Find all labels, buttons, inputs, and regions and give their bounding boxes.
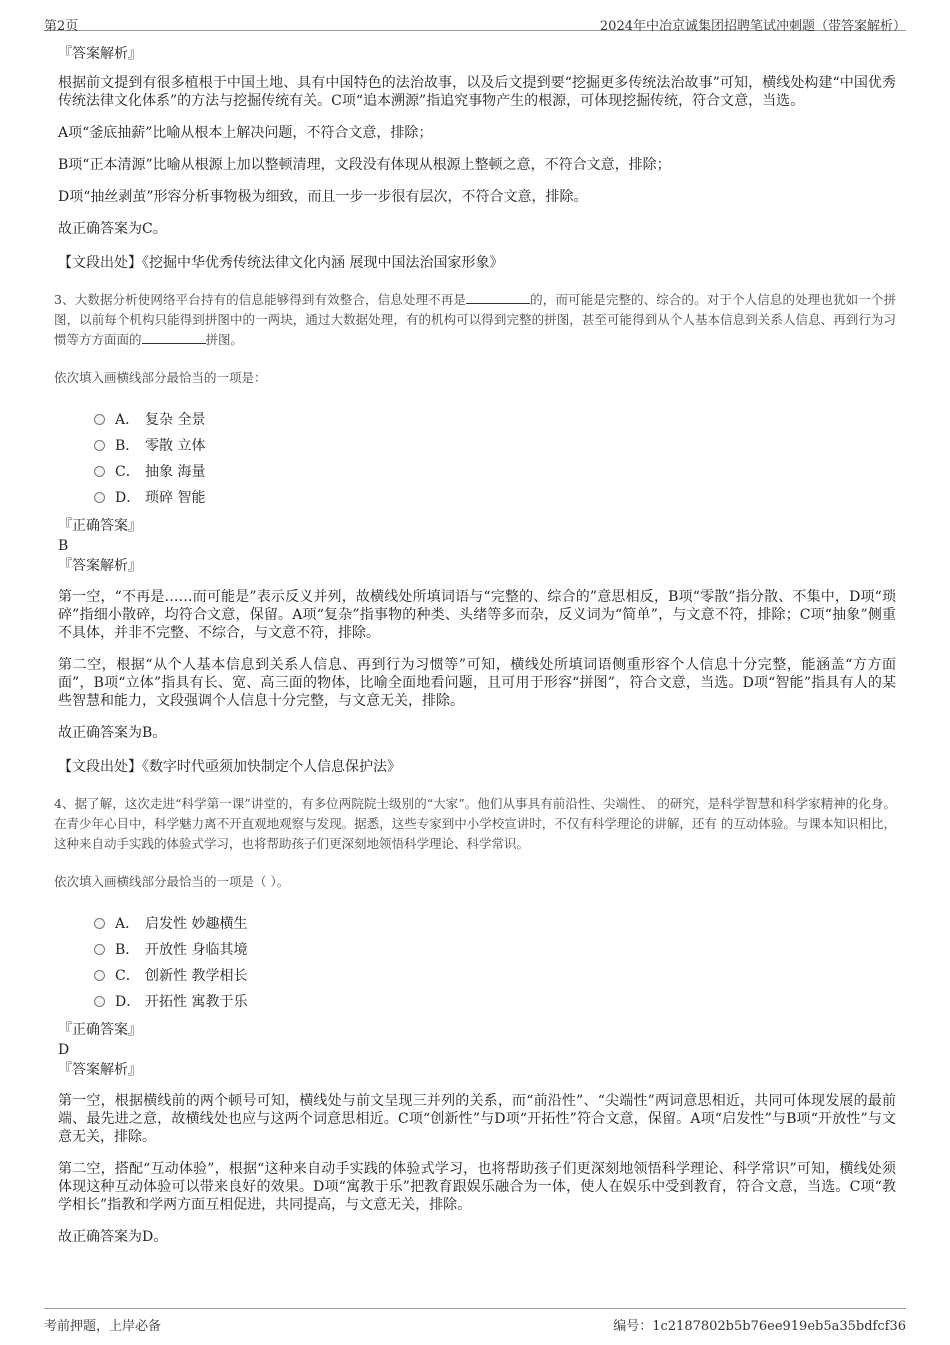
radio-icon[interactable] — [94, 414, 105, 425]
page-footer — [44, 1308, 906, 1339]
q4-option-a[interactable]: A． 启发性 妙趣横生 — [94, 910, 896, 936]
q4-option-c[interactable]: C． 创新性 教学相长 — [94, 962, 896, 988]
document-title: 2024年中冶京诚集团招聘笔试冲刺题（带答案解析） — [599, 19, 906, 34]
q3-blank-1 — [466, 291, 530, 304]
q3-source: 【文段出处】《数字时代亟须加快制定个人信息保护法》 — [58, 759, 401, 775]
q4-instruction: 依次填入画横线部分最恰当的一项是（ ）。 — [54, 874, 290, 889]
radio-icon[interactable] — [94, 440, 105, 451]
q2-analysis-para-2: A项“釜底抽薪”比喻从根本上解决问题，不符合文意，排除； — [58, 125, 433, 141]
q4-analysis-label: 『答案解析』 — [58, 1062, 142, 1078]
q3-analysis-para-1: 第一空，“不再是……而可能是”表示反义并列，故横线处所填词语与“完整的、综合的”意思相反，B项“零散”指分散、不集中，D项“琐碎”指细小散碎，均符合文意，保留。A项“复杂”指事物的种类、头绪等多而杂，反义词为“简单”，与文意不符，排除；C项“抽象”侧重不具体，并非不完整、不综合，与文意不符，排除。 — [58, 589, 896, 641]
q2-analysis-para-3: B项“正本清源”比喻从根源上加以整顿清理，文段没有体现从根源上整顿之意，不符合文意，排除； — [58, 157, 671, 173]
q3-instruction: 依次填入画横线部分最恰当的一项是： — [54, 370, 267, 385]
q3-option-a[interactable]: A． 复杂 全景 — [94, 406, 896, 432]
q3-correct-label: 『正确答案』 — [58, 518, 142, 534]
q2-analysis-label: 『答案解析』 — [58, 46, 142, 62]
q4-option-b[interactable]: B． 开放性 身临其境 — [94, 936, 896, 962]
q4-analysis-para-1: 第一空，根据横线前的两个顿号可知，横线处与前文呈现三并列的关系，而“前沿性”、“尖端性”两词意思相近，共同可体现发展的最前端、最先进之意，故横线处也应与这两个词意思相近。C项“创新性”与D项“开拓性”符合文意，保留。A项“启发性”与B项“开放性”与文意无关，排除。 — [58, 1093, 896, 1145]
q3-option-c[interactable]: C． 抽象 海量 — [94, 458, 896, 484]
page-header — [44, 8, 906, 34]
radio-icon[interactable] — [94, 918, 105, 929]
q3-question-text: 3、大数据分析使网络平台持有的信息能够得到有效整合，信息处理不再是 的，而可能是完整的、综合的。对于个人信息的处理也犹如一个拼图，以前每个机构只能得到拼图中的一两块，通过大数据处理，有的机构可以得到完整的拼图，甚至可能得到从个人基本信息到关系人信息、再到行为习惯等方方面面的 拼图。 — [54, 292, 896, 347]
q4-options — [94, 910, 896, 1014]
q3-option-d[interactable]: D． 琐碎 智能 — [94, 484, 896, 510]
radio-icon[interactable] — [94, 944, 105, 955]
q4-correct-label: 『正确答案』 — [58, 1022, 142, 1038]
q2-analysis-para-4: D项“抽丝剥茧”形容分析事物极为细致，而且一步一步很有层次，不符合文意，排除。 — [58, 189, 588, 205]
q4-analysis-para-2: 第二空，搭配“互动体验”，根据“这种来自动手实践的体验式学习，也将帮助孩子们更深刻地领悟科学理论、科学常识”可知，横线处须体现这种互动体验可以带来良好的效果。D项“寓教于乐”把教育跟娱乐融合为一体，使人在娱乐中受到教育，符合文意，当选。C项“教学相长”指教和学两方面互相促进，共同提高，与文意无关，排除。 — [58, 1161, 896, 1213]
footer-slogan: 考前押题，上岸必备 — [44, 1319, 162, 1334]
q2-conclusion: 故正确答案为C。 — [58, 221, 167, 237]
page-content — [54, 44, 896, 1246]
q3-correct-answer: B — [58, 538, 69, 554]
document-id: 编号：1c2187802b5b76ee919eb5a35bdfcf36 — [613, 1319, 906, 1334]
radio-icon[interactable] — [94, 970, 105, 981]
q3-analysis-para-2: 第二空，根据“从个人基本信息到关系人信息、再到行为习惯等”可知，横线处所填词语侧重形容个人信息十分完整，能涵盖“方方面面”，B项“立体”指具有长、宽、高三面的物体，比喻全面地看问题，且可用于形容“拼图”，符合文意，当选。D项“智能”指具有人的某些智慧和能力，文段强调个人信息十分完整，与文意无关，排除。 — [58, 657, 896, 709]
q3-option-b[interactable]: B． 零散 立体 — [94, 432, 896, 458]
q4-conclusion: 故正确答案为D。 — [58, 1229, 168, 1245]
q2-source: 【文段出处】《挖掘中华优秀传统法律文化内涵 展现中国法治国家形象》 — [58, 255, 504, 271]
q4-question-text: 4、据了解，这次走进“科学第一课”讲堂的，有多位两院院士级别的“大家”。他们从事具有前沿性、尖端性、 的研究，是科学智慧和科学家精神的化身。在青少年心目中，科学魅力离不开直观地观察与发现。据悉，这些专家到中小学校宣讲时，不仅有科学理论的讲解，还有 的互动体验。与课本知识相比，这种来自动手实践的体验式学习，也将帮助孩子们更深刻地领悟科学理论、科学常识。 — [54, 796, 896, 851]
q4-correct-answer: D — [58, 1042, 70, 1058]
q3-options — [94, 406, 896, 510]
q4-option-d[interactable]: D． 开拓性 寓教于乐 — [94, 988, 896, 1014]
radio-icon[interactable] — [94, 492, 105, 503]
q2-analysis-para-1: 根据前文提到有很多植根于中国土地、具有中国特色的法治故事，以及后文提到要“挖掘更多传统法治故事”可知，横线处构建“中国优秀传统法律文化体系”的方法与挖掘传统有关。C项“追本溯源”指追究事物产生的根源，可体现挖掘传统，符合文意，当选。 — [58, 75, 896, 109]
q3-blank-2 — [142, 331, 206, 344]
q3-analysis-label: 『答案解析』 — [58, 558, 142, 574]
q3-conclusion: 故正确答案为B。 — [58, 725, 167, 741]
page-number: 第2页 — [44, 19, 79, 34]
radio-icon[interactable] — [94, 466, 105, 477]
radio-icon[interactable] — [94, 996, 105, 1007]
